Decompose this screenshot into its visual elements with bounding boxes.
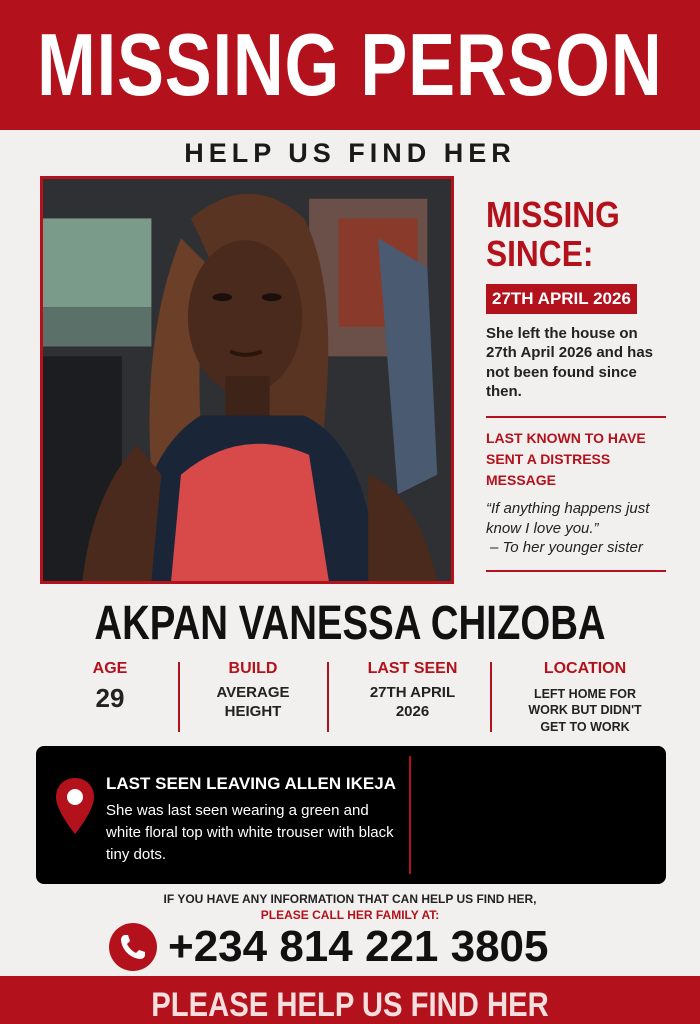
stat-build-value-line1: AVERAGE xyxy=(216,684,290,701)
stat-age-value: 29 xyxy=(95,683,125,713)
phone-icon xyxy=(108,922,158,972)
distress-label-line1: LAST KNOWN TO HAVE xyxy=(486,429,646,446)
distress-quote: “If anything happens just know I love you.” xyxy=(486,499,650,537)
missing-since-line1: MISSING xyxy=(486,194,620,235)
stat-divider xyxy=(178,662,180,732)
divider xyxy=(486,416,666,418)
stat-location xyxy=(500,660,670,735)
footer-banner xyxy=(0,976,700,1024)
stat-build-label: BUILD xyxy=(228,660,278,677)
distress-label-line2: SENT A DISTRESS MESSAGE xyxy=(486,450,611,488)
stat-age xyxy=(70,660,150,715)
stat-last-seen-value-line2: 2026 xyxy=(395,702,430,720)
phone-row xyxy=(108,920,549,974)
quote-source: – To her younger sister xyxy=(490,539,643,557)
footer-text: PLEASE HELP US FIND HER xyxy=(151,986,549,1024)
stats-row xyxy=(40,660,670,736)
stat-last-seen-value-line1: 27TH APRIL xyxy=(369,684,456,701)
divider xyxy=(486,570,666,572)
person-photo xyxy=(40,176,454,584)
distress-label xyxy=(486,428,666,491)
page-subtitle: HELP US FIND HER xyxy=(184,138,516,168)
stat-build-value-line2: HEIGHT xyxy=(224,702,282,720)
stat-divider xyxy=(490,662,492,732)
stat-build xyxy=(188,660,318,722)
page-title: MISSING PERSON xyxy=(37,15,663,114)
stat-age-label: AGE xyxy=(92,660,128,677)
last-seen-title: LAST SEEN LEAVING ALLEN IKEJA xyxy=(106,774,396,793)
missing-description: She left the house on 27th April 2026 and has not been found since then. xyxy=(486,324,654,401)
box-divider xyxy=(409,756,411,874)
stat-location-value-line1: LEFT HOME FOR xyxy=(533,687,637,701)
stat-location-value-line3: GET TO WORK xyxy=(540,719,630,734)
missing-date-badge: 27TH APRIL 2026 xyxy=(486,284,637,314)
last-seen-description: She was last seen wearing a green and white floral top with white trouser with black tiny dots. xyxy=(106,802,394,863)
stat-divider xyxy=(327,662,329,732)
phone-number[interactable]: +234 814 221 3805 xyxy=(168,922,549,971)
contact-instructions: IF YOU HAVE ANY INFORMATION THAT CAN HELP US FIND HER, xyxy=(163,892,537,906)
last-seen-box xyxy=(36,746,666,884)
missing-since-panel xyxy=(486,196,666,582)
missing-since-heading xyxy=(486,196,644,274)
header-banner xyxy=(0,0,700,130)
stat-last-seen-label: LAST SEEN xyxy=(367,660,458,677)
missing-since-line2: SINCE: xyxy=(486,232,594,274)
stat-location-label: LOCATION xyxy=(543,660,627,677)
person-name: AKPAN VANESSA CHIZOBA xyxy=(94,597,606,650)
location-pin-icon xyxy=(54,776,96,836)
person-photo-illustration xyxy=(43,179,451,581)
stat-last-seen xyxy=(340,660,485,722)
stat-location-value-line2: WORK BUT DIDN'T xyxy=(528,703,642,718)
contact-call-family: PLEASE CALL HER FAMILY AT: xyxy=(260,908,440,922)
